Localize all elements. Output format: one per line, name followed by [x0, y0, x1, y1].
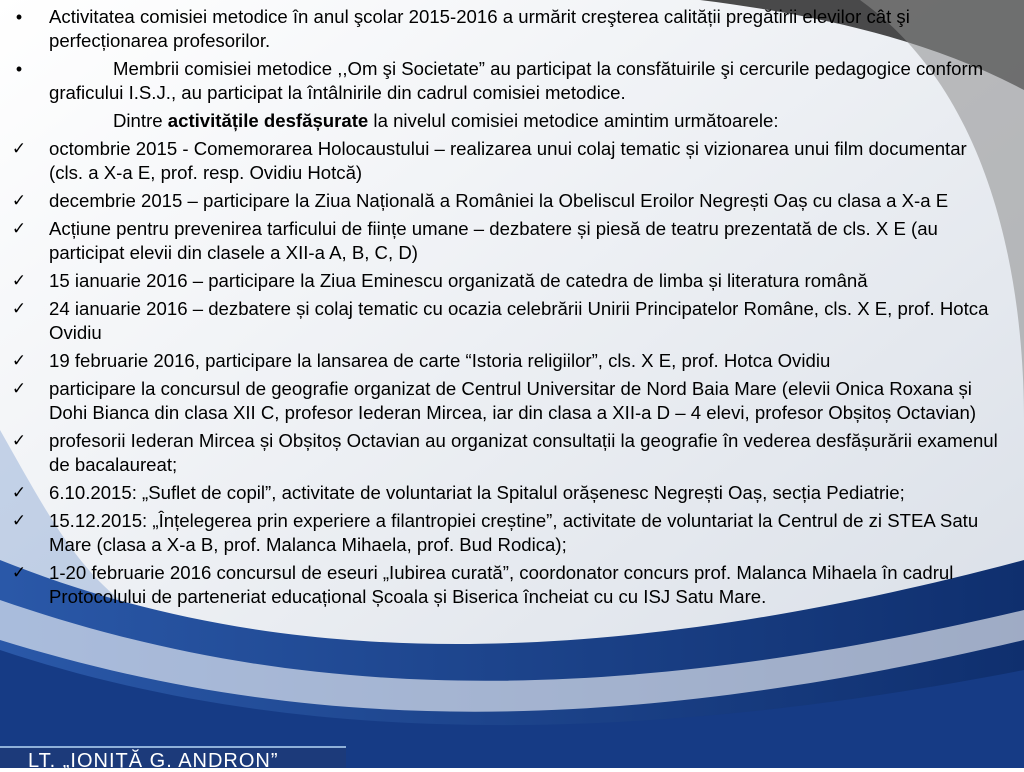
- check-item: [0, 189, 1024, 213]
- bullet-item: [0, 57, 1024, 105]
- intro-before: Dintre: [113, 110, 168, 131]
- check-text: 15.12.2015: „Înțelegerea prin experiere a filantropiei creștine”, activitate de voluntariat la Centrul de zi STEA Satu Mare (clasa a X-a B, prof. Malanca Mihaela, prof. Bud Rodica);: [49, 510, 979, 555]
- check-item: [0, 297, 1024, 345]
- check-icon: ✓: [11, 139, 27, 159]
- check-item: [0, 269, 1024, 293]
- content-area: [0, 5, 1024, 613]
- bullet-marker: •: [15, 7, 23, 27]
- check-text: 15 ianuarie 2016 – participare la Ziua Eminescu organizată de catedra de limba și literatura română: [49, 270, 868, 291]
- bullet-text: Membrii comisiei metodice ,,Om şi Societate” au participat la consfătuirile şi cercurile pedagogice conform graficului I.S.J., au participat la întâlnirile din cadrul comisiei metodice.: [49, 58, 984, 103]
- bullet-marker: •: [15, 59, 23, 79]
- intro-bold: activitățile desfășurate: [167, 110, 369, 131]
- check-icon: ✓: [11, 299, 27, 319]
- check-icon: ✓: [11, 511, 27, 531]
- check-text: 19 februarie 2016, participare la lansarea de carte “Istoria religiilor”, cls. X E, prof. Hotca Ovidiu: [49, 350, 831, 371]
- check-icon: ✓: [11, 351, 27, 371]
- check-text: participare la concursul de geografie organizat de Centrul Universitar de Nord Baia Mare (elevii Onica Roxana și Dohi Bianca din clasa XII C, profesor Iederan Mircea, iar din clasa a XII-a D – 4 elevi, profesor Obșitoș Octavian): [49, 378, 977, 423]
- check-text: decembrie 2015 – participare la Ziua Națională a României la Obeliscul Eroilor Negrești Oaș cu clasa a X-a E: [49, 190, 949, 211]
- check-item: [0, 509, 1024, 557]
- check-item: [0, 349, 1024, 373]
- bullet-text: Activitatea comisiei metodice în anul şcolar 2015-2016 a urmărit creşterea calității pregătirii elevilor cât şi perfecționarea profesorilor.: [49, 6, 910, 51]
- check-item: [0, 137, 1024, 185]
- check-text: 6.10.2015: „Suflet de copil”, activitate de voluntariat la Spitalul orășenesc Negrești Oaș, secția Pediatrie;: [49, 482, 905, 503]
- check-item: [0, 429, 1024, 477]
- check-icon: ✓: [11, 483, 27, 503]
- check-text: Acțiune pentru prevenirea tarficului de ființe umane – dezbatere și piesă de teatru prezentată de cls. X E (au participat elevii din clasele a XII-a A, B, C, D): [49, 218, 938, 263]
- check-text: 1-20 februarie 2016 concursul de eseuri „Iubirea curată”, coordonator concurs prof. Malanca Mihaela în cadrul Protocolului de parteneriat educațional Școala și Biserica încheiat cu cu ISJ Satu Mare.: [49, 562, 954, 607]
- check-item: [0, 561, 1024, 609]
- check-icon: ✓: [11, 431, 27, 451]
- check-text: 24 ianuarie 2016 – dezbatere și colaj tematic cu ocazia celebrării Unirii Principatelor Române, cls. X E, prof. Hotca Ovidiu: [49, 298, 989, 343]
- intro-after: la nivelul comisiei metodice amintim următoarele:: [368, 110, 779, 131]
- check-item: [0, 481, 1024, 505]
- check-icon: ✓: [11, 191, 27, 211]
- intro-line: [0, 109, 1024, 133]
- check-icon: ✓: [11, 563, 27, 583]
- check-text: octombrie 2015 - Comemorarea Holocaustului – realizarea unui colaj tematic și vizionarea unui film documentar (cls. a X-a E, prof. resp. Ovidiu Hotcă): [49, 138, 967, 183]
- footer-banner: [0, 746, 346, 772]
- check-item: [0, 377, 1024, 425]
- check-icon: ✓: [11, 271, 27, 291]
- check-icon: ✓: [11, 219, 27, 239]
- check-icon: ✓: [11, 379, 27, 399]
- check-item: [0, 217, 1024, 265]
- check-text: profesorii Iederan Mircea și Obșitoș Octavian au organizat consultații la geografie în vederea desfășurării examenul de bacalaureat;: [49, 430, 998, 475]
- footer-school-name: LT. „IONIȚĂ G. ANDRON”: [28, 750, 279, 772]
- bullet-item: [0, 5, 1024, 53]
